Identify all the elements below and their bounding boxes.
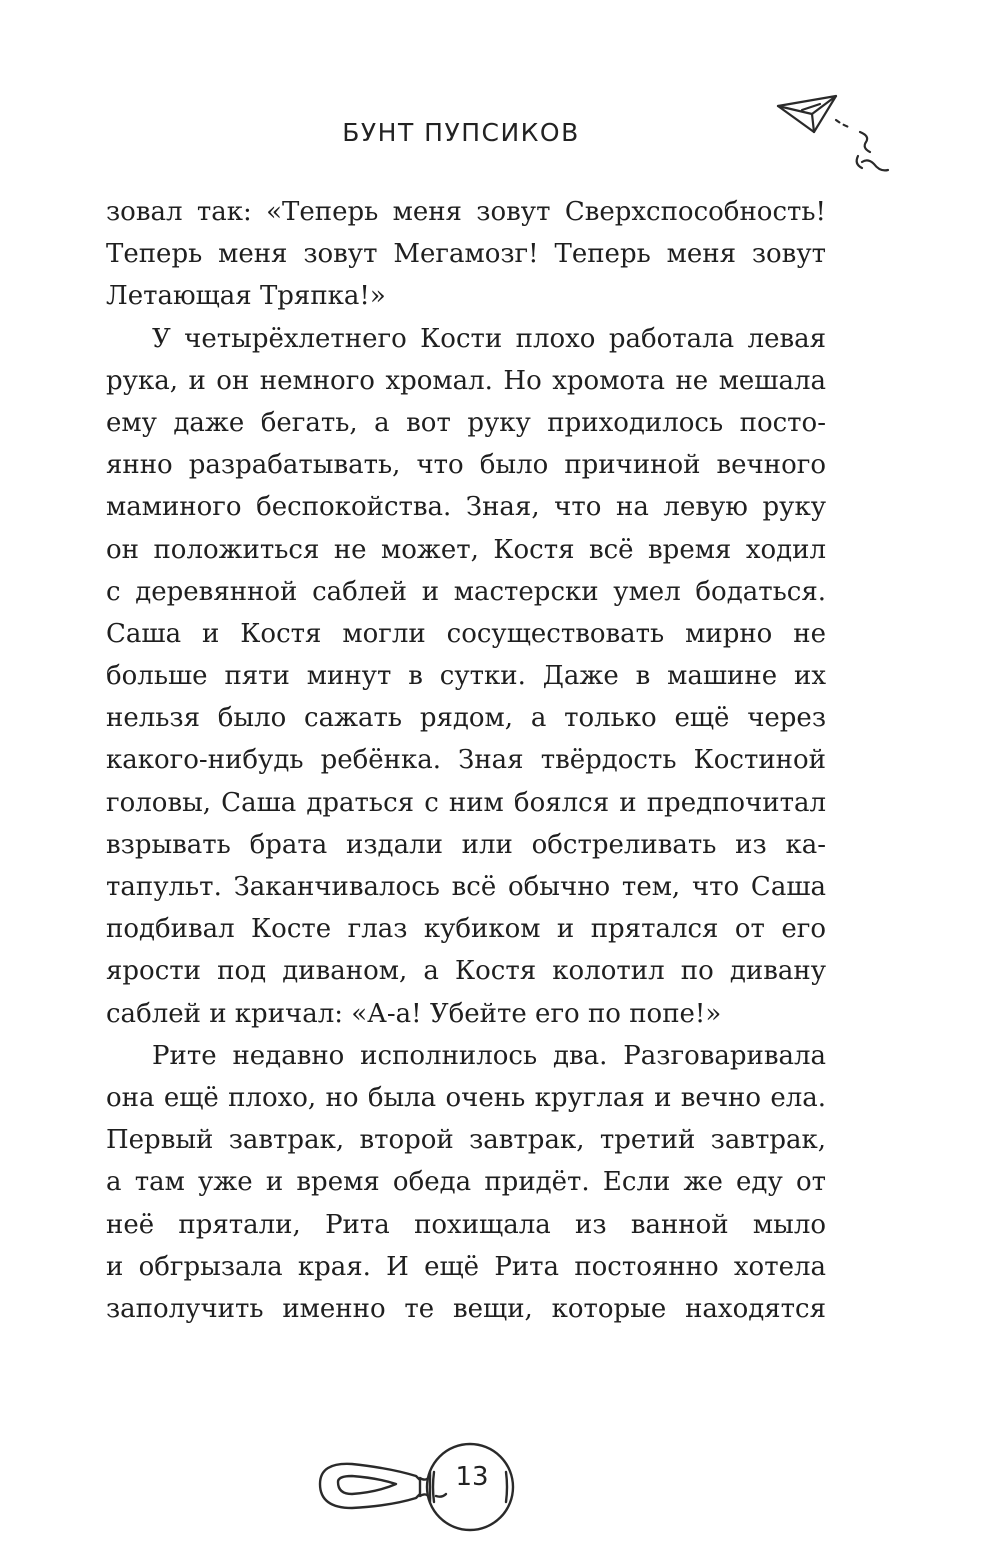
text-line: тапульт. Заканчивалось всё обычно тем, что Саша: [106, 872, 826, 902]
text-line: зовал так: «Теперь меня зовут Сверхспособность!: [106, 197, 826, 227]
paper-plane-icon: [770, 92, 900, 192]
text-line: заполучить именно те вещи, которые находятся: [106, 1293, 826, 1324]
text-line: какого-нибудь ребёнка. Зная твёрдость Костиной: [106, 745, 826, 776]
text-line: а там уже и время обеда придёт. Если же еду от: [106, 1167, 826, 1198]
page-folio: [312, 1432, 522, 1542]
text-line: взрывать брата издали или обстреливать из ка-: [106, 829, 826, 860]
text-line: он положиться не может, Костя всё время ходил: [106, 534, 826, 565]
text-line: Летающая Тряпка!»: [106, 281, 386, 312]
text-line: нельзя было сажать рядом, а только ещё через: [106, 703, 826, 734]
text-line: больше пяти минут в сутки. Даже в машине их: [106, 661, 826, 692]
text-line: саблей и кричал: «А-а! Убейте его по попе!»: [106, 998, 722, 1029]
text-line: неё прятали, Рита похищала из ванной мыло: [106, 1209, 826, 1240]
text-line: ярости под диваном, а Костя колотил по дивану: [106, 956, 826, 987]
text-line: и обгрызала края. И ещё Рита постоянно хотела: [106, 1251, 826, 1282]
text-line: Теперь меня зовут Мегамозг! Теперь меня зовут: [106, 239, 826, 270]
text-line: Саша и Костя могли сосуществовать мирно не: [106, 618, 826, 649]
text-line: головы, Саша драться с ним боялся и предпочитал: [106, 787, 826, 818]
text-line: подбивал Косте глаз кубиком и прятался от его: [106, 914, 826, 945]
text-line: ему даже бегать, а вот руку приходилось посто-: [106, 407, 826, 438]
text-line: Первый завтрак, второй завтрак, третий завтрак,: [106, 1125, 826, 1156]
text-line: рука, и он немного хромал. Но хромота не мешала: [106, 365, 826, 396]
text-line: маминого беспокойства. Зная, что на левую руку: [106, 492, 826, 523]
text-line: она ещё плохо, но была очень круглая и вечно ела.: [106, 1082, 826, 1113]
text-line: У четырёхлетнего Кости плохо работала левая: [152, 323, 826, 354]
text-line: Рите недавно исполнилось два. Разговаривала: [152, 1040, 826, 1071]
text-line: янно разрабатывать, что было причиной вечного: [106, 450, 826, 481]
body-text: [106, 191, 826, 1330]
text-line: с деревянной саблей и мастерски умел бодаться.: [106, 576, 826, 607]
running-title: БУНТ ПУПСИКОВ: [342, 118, 580, 147]
page-number: 13: [455, 1462, 489, 1492]
